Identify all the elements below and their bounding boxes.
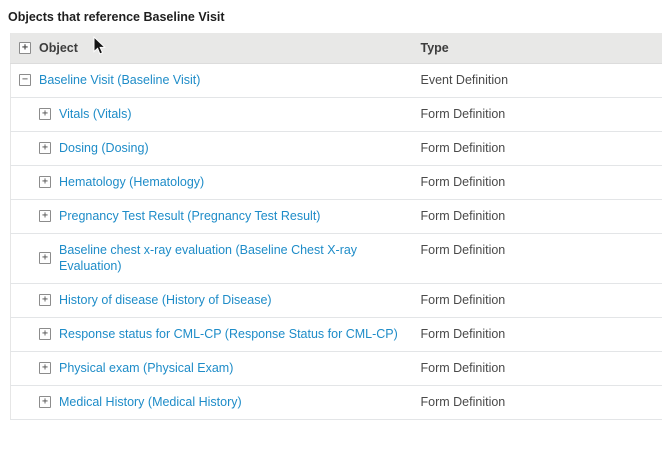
object-link[interactable]: History of disease (History of Disease) [59,293,272,307]
object-link[interactable]: Physical exam (Physical Exam) [59,361,234,375]
expand-icon[interactable]: + [39,328,51,340]
table-row [11,351,662,385]
type-cell: Form Definition [421,233,662,283]
object-link[interactable]: Hematology (Hematology) [59,175,205,189]
expand-icon[interactable]: + [39,252,51,264]
table-row [11,131,662,165]
column-header-object: Object [39,40,78,55]
expand-icon[interactable]: + [39,396,51,408]
expand-icon[interactable]: + [39,362,51,374]
object-link[interactable]: Baseline chest x-ray evaluation (Baseline Chest X-ray Evaluation) [59,243,358,273]
type-cell: Form Definition [421,165,662,199]
expand-all-icon[interactable]: + [19,42,31,54]
table-row [11,199,662,233]
object-link[interactable]: Dosing (Dosing) [59,141,149,155]
expand-icon[interactable]: + [39,142,51,154]
expand-icon[interactable]: + [39,108,51,120]
object-link[interactable]: Vitals (Vitals) [59,107,132,121]
expand-icon[interactable]: + [39,176,51,188]
expand-icon[interactable]: + [39,210,51,222]
type-cell: Form Definition [421,131,662,165]
reference-table [10,33,662,420]
column-header-type: Type [421,33,662,63]
type-cell: Form Definition [421,97,662,131]
table-row [11,385,662,419]
page-title: Objects that reference Baseline Visit [8,10,225,24]
table-row [11,283,662,317]
type-cell: Event Definition [421,63,662,97]
type-cell: Form Definition [421,385,662,419]
collapse-icon[interactable]: − [19,74,31,86]
object-link[interactable]: Response status for CML-CP (Response Status for CML-CP) [59,327,398,341]
type-cell: Form Definition [421,351,662,385]
object-link[interactable]: Baseline Visit (Baseline Visit) [39,73,201,87]
expand-icon[interactable]: + [39,294,51,306]
table-row [11,233,662,283]
table-row [11,97,662,131]
type-cell: Form Definition [421,283,662,317]
type-cell: Form Definition [421,317,662,351]
object-link[interactable]: Medical History (Medical History) [59,395,242,409]
table-header-row [11,33,662,63]
object-link[interactable]: Pregnancy Test Result (Pregnancy Test Result) [59,209,321,223]
type-cell: Form Definition [421,199,662,233]
table-row [11,165,662,199]
table-row [11,63,662,97]
table-row [11,317,662,351]
